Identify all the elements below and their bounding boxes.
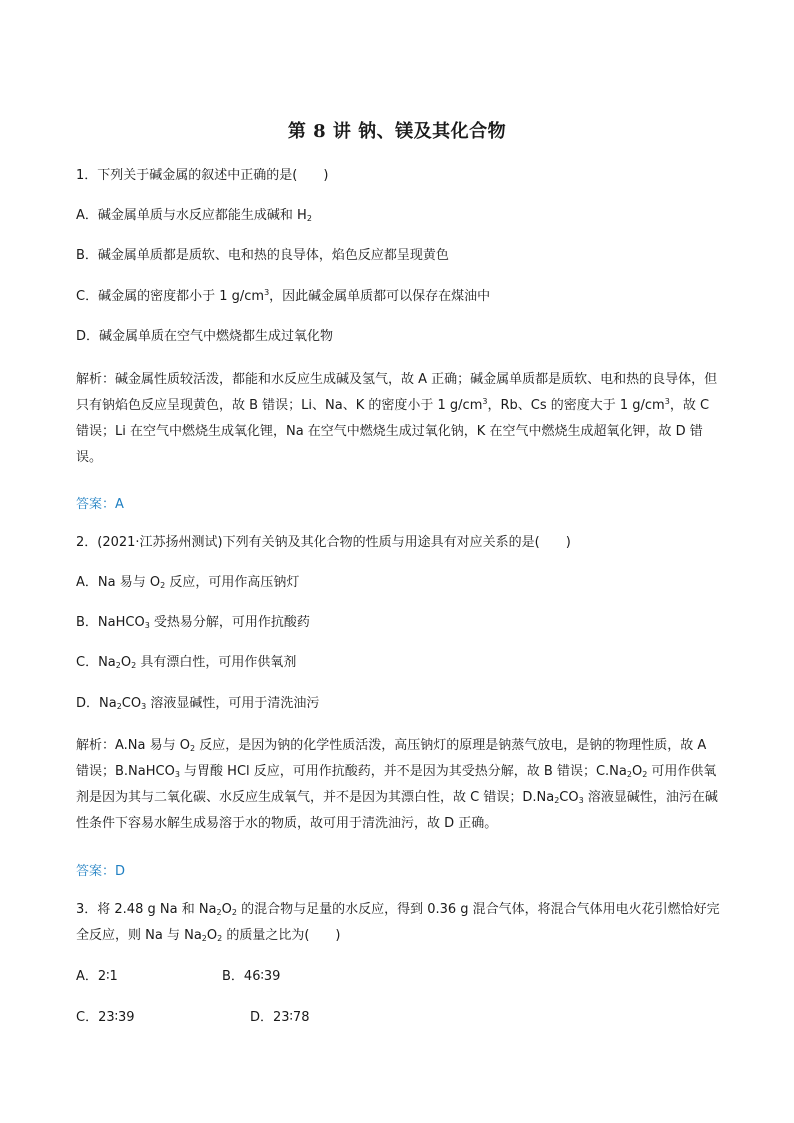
q2-option-b: B．NaHCO$_3$ 受热易分解，可用作抗酸药 bbox=[76, 615, 310, 630]
q1-answer: 答案：A bbox=[76, 497, 124, 512]
q1-explanation: 解析：碱金属性质较活泼，都能和水反应生成碱及氢气，故 A 正确；碱金属单质都是质软、电和热的良导体，但只有钠焰色反应呈现黄色，故 B 错误；Li、Na、K 的密度小于 1 $g/cm^3$，Rb、Cs 的密度大于 1 $g/cm^3$，故 C 错误；Li 在空气中燃烧生成氧化锂，Na 在空气中燃烧生成过氧化钠，K 在空气中燃烧生成超氧化钾，故 D 错误。 bbox=[76, 372, 718, 465]
q3-option-c: C．23∶39 bbox=[76, 1010, 135, 1025]
q3-option-b: B．46∶39 bbox=[222, 969, 281, 984]
q1-option-a: A．碱金属单质与水反应都能生成碱和 $H_2$ bbox=[76, 208, 312, 223]
q3-option-a: A．2∶1 bbox=[76, 969, 118, 984]
q3-option-d: D．23∶78 bbox=[250, 1010, 310, 1025]
q2-stem: 2．(2021·江苏扬州测试)下列有关钠及其化合物的性质与用途具有对应关系的是( ) bbox=[76, 535, 571, 550]
q2-explanation: 解析：A.Na 易与 $O_2$ 反应，是因为钠的化学性质活泼，高压钠灯的原理是钠蒸气放电，是钠的物理性质，故 A 错误；B.NaHCO$_3$ 与胃酸 HCl 反应，可用作抗酸药，并不是因为其受热分解，故 B 错误；$C.Na_2O_2$ 可用作供氧剂是因为其与二氧化碳、水反应生成氧气，并不是因为其漂白性，故 C 错误；$D.Na_2CO_3$ 溶液显碱性，油污在碱性条件下容易水解生成易溶于水的物质，故可用于清洗油污，故 D 正确。 bbox=[76, 738, 718, 831]
q2-answer: 答案：D bbox=[76, 864, 126, 879]
q2-option-c: C．$Na_2O_2$ 具有漂白性，可用作供氧剂 bbox=[76, 655, 297, 670]
q2-option-a: A．Na 易与 $O_2$ 反应，可用作高压钠灯 bbox=[76, 575, 300, 590]
q1-option-b: B．碱金属单质都是质软、电和热的良导体，焰色反应都呈现黄色 bbox=[76, 248, 449, 263]
q1-stem: 1．下列关于碱金属的叙述中正确的是( ) bbox=[76, 168, 329, 183]
page-title: 第 8 讲 钠、镁及其化合物 bbox=[287, 121, 507, 142]
q1-option-c: C．碱金属的密度都小于 1 $g/cm^3$，因此碱金属单质都可以保存在煤油中 bbox=[76, 288, 491, 304]
q2-option-d: D．$Na_2CO_3$ 溶液显碱性，可用于清洗油污 bbox=[76, 696, 320, 711]
q3-stem: 3．将 2.48 g Na 和 $Na_2O_2$ 的混合物与足量的水反应，得到 0.36 g 混合气体，将混合气体用电火花引燃恰好完全反应，则 Na 与 $Na_2O_2$ 的质量之比为( ) bbox=[76, 902, 720, 943]
q1-option-d: D．碱金属单质在空气中燃烧都生成过氧化物 bbox=[76, 329, 334, 344]
